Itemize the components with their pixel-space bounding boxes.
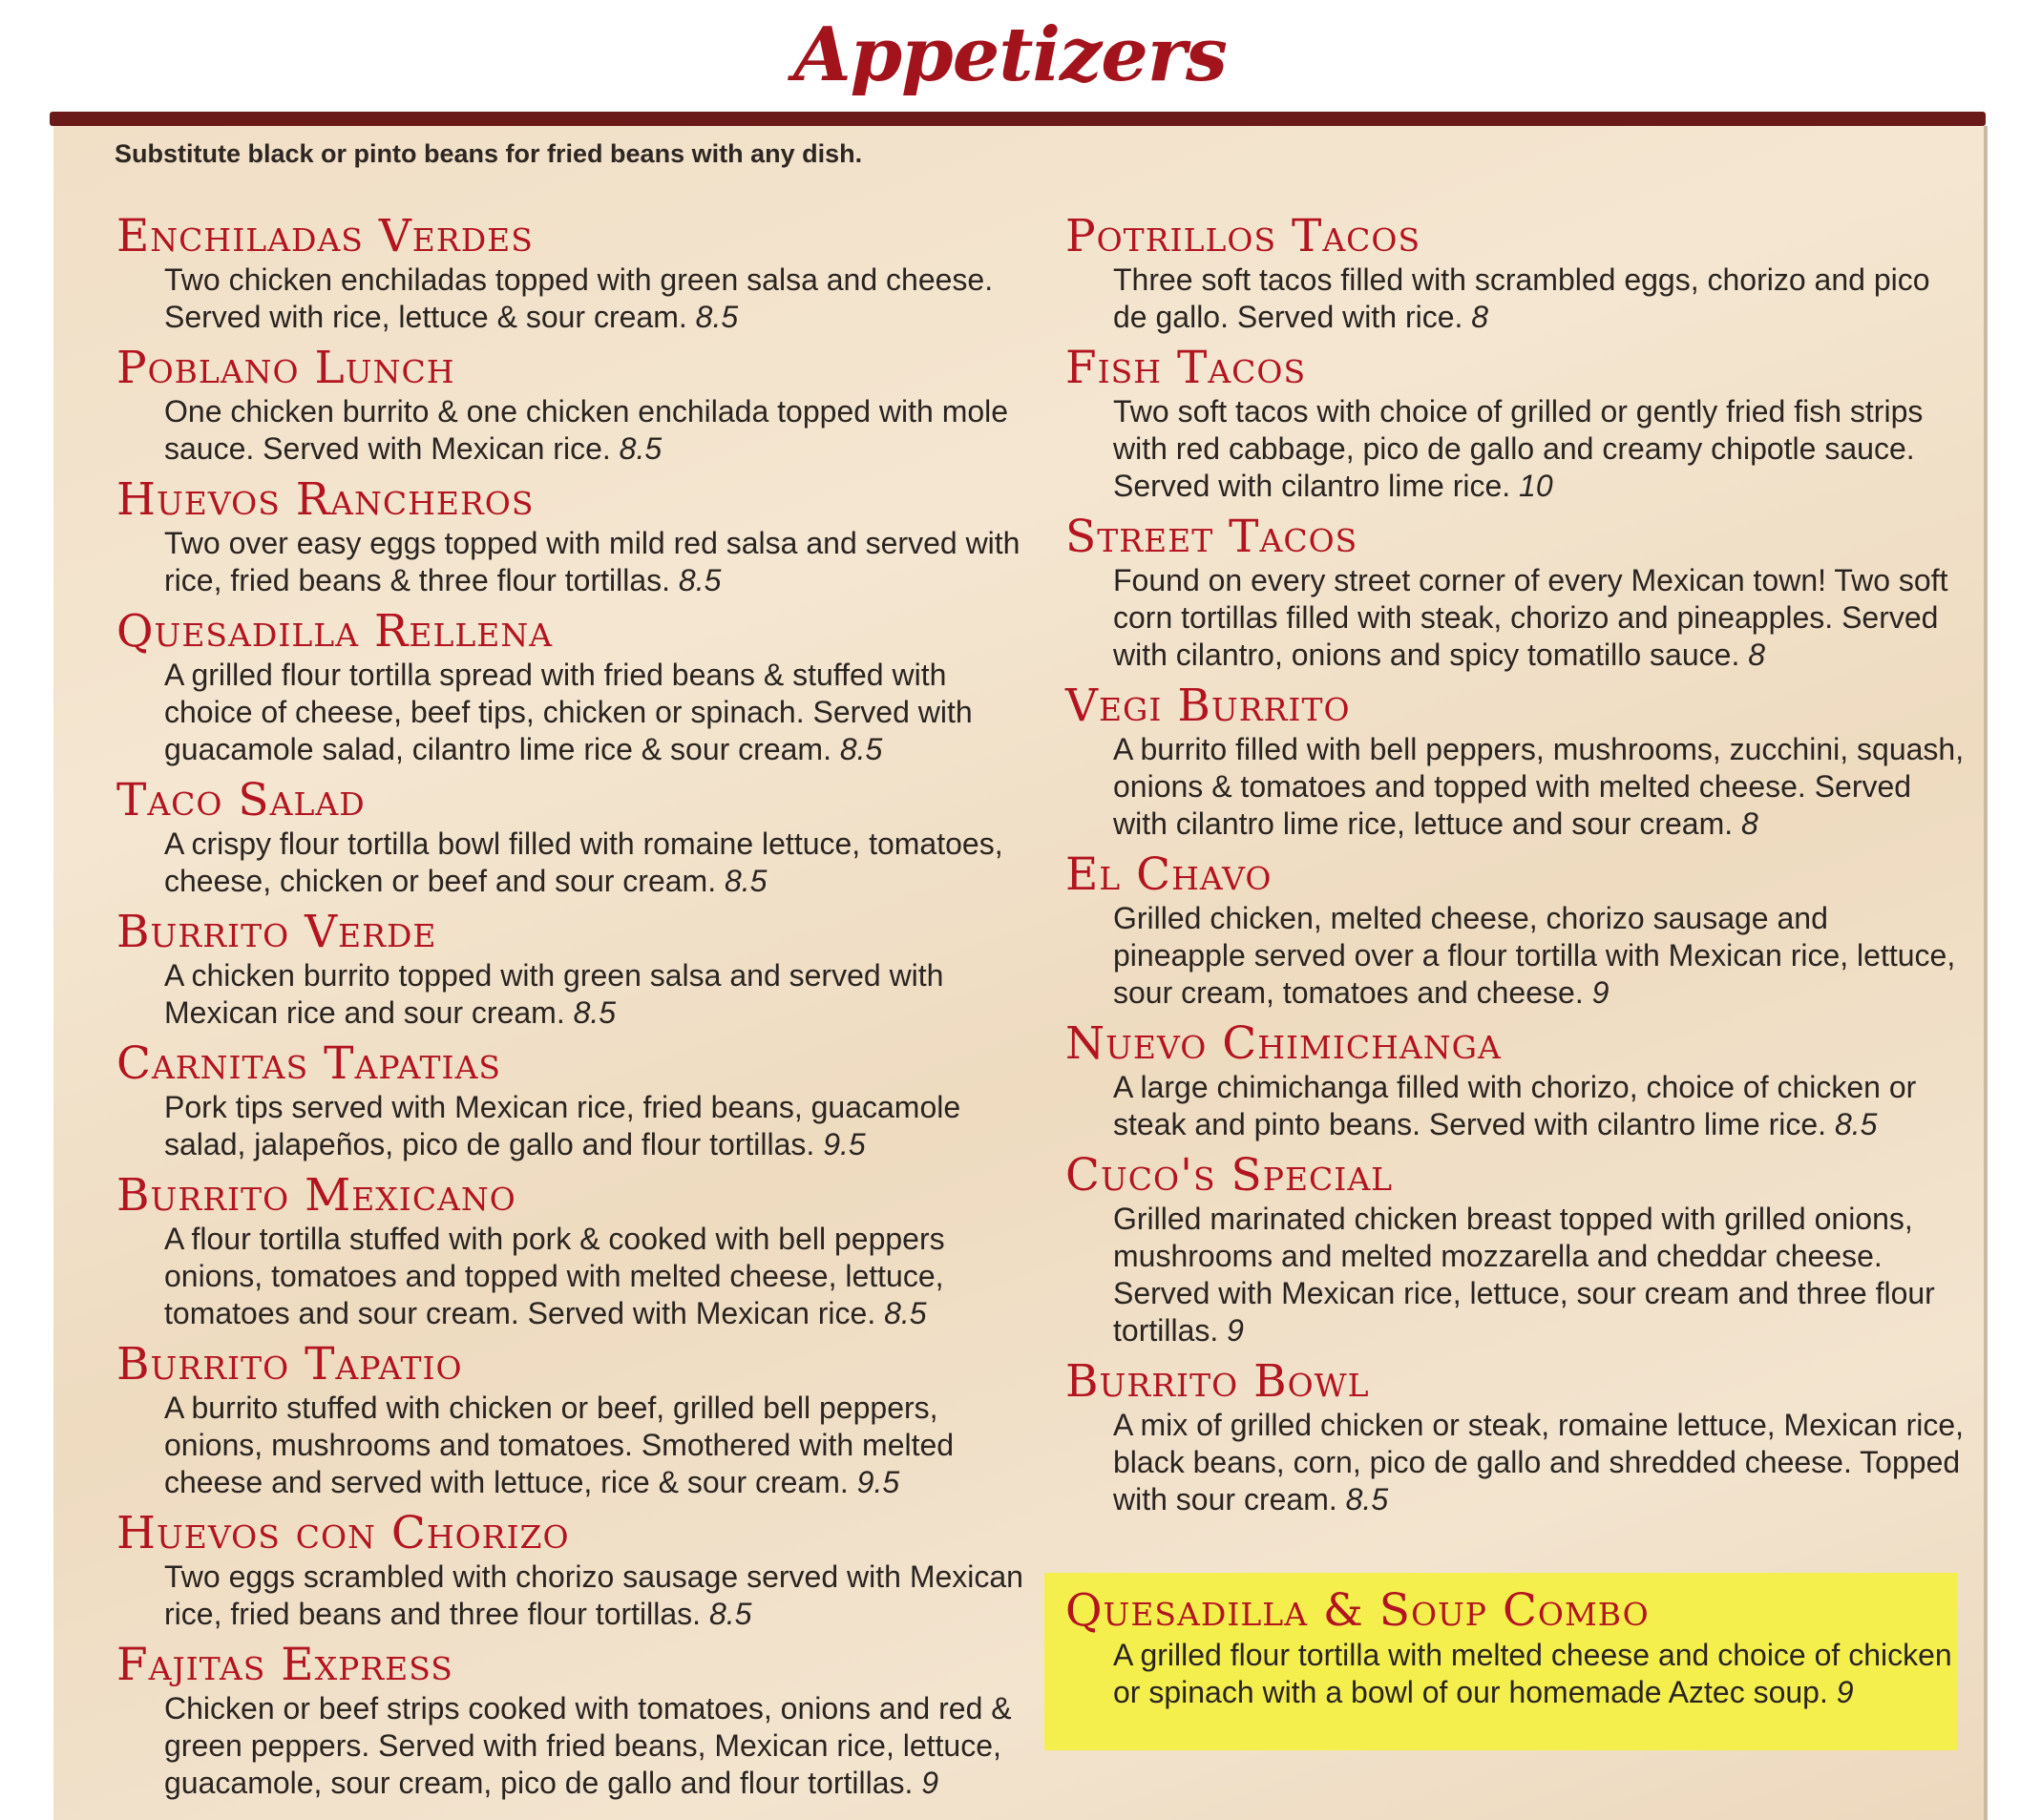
menu-item-description: A burrito filled with bell peppers, mushrooms, zucchini, squash, onions & tomatoes and topped with melted cheese. Served with cilantro lime rice, lettuce and sour cream. 8 xyxy=(1113,732,1965,841)
menu-item-description: Three soft tacos filled with scrambled eggs, chorizo and pico de gallo. Served with rice. 8 xyxy=(1113,262,1930,334)
menu-item-name: Burrito Bowl xyxy=(1065,1355,1370,1408)
combo-item-description: A grilled flour tortilla with melted cheese and choice of chicken or spinach with a bowl of our homemade Aztec soup. 9 xyxy=(1113,1638,1952,1709)
menu-item xyxy=(116,1039,1023,1163)
menu-item-description: One chicken burrito & one chicken enchilada topped with mole sauce. Served with Mexican rice. 8.5 xyxy=(164,394,1009,466)
menu-item xyxy=(1065,850,1967,1012)
menu-item-description: A large chimichanga filled with chorizo, choice of chicken or steak and pinto beans. Served with cilantro lime rice. 8.5 xyxy=(1113,1070,1917,1141)
menu-item-description: Two over easy eggs topped with mild red salsa and served with rice, fried beans & three flour tortillas. 8.5 xyxy=(164,526,1021,597)
menu-item-description: Grilled chicken, melted cheese, chorizo sausage and pineapple served over a flour tortilla with Mexican rice, lettuce, sour cream, tomatoes and cheese. 9 xyxy=(1113,901,1956,1010)
menu-item xyxy=(1065,1019,1967,1143)
menu-item-description: A chicken burrito topped with green salsa and served with Mexican rice and sour cream. 8.5 xyxy=(164,958,944,1030)
menu-item-name: Burrito Tapatio xyxy=(116,1338,463,1391)
menu-item-price: 8 xyxy=(1471,300,1489,334)
menu-item-price: 8 xyxy=(1748,638,1766,672)
menu-item-price: 9.5 xyxy=(823,1127,866,1161)
menu-item-description: Two soft tacos with choice of grilled or gently fried fish strips with red cabbage, pico de gallo and creamy chipotle sauce. Served with cilantro lime rice. 10 xyxy=(1113,394,1924,503)
combo-highlight-box xyxy=(1044,1573,1957,1750)
menu-item-price: 8 xyxy=(1741,806,1758,841)
menu-item-name: Taco Salad xyxy=(116,774,366,826)
page-title: Appetizers xyxy=(793,11,1227,98)
menu-item-name: Fish Tacos xyxy=(1065,342,1307,394)
menu-item-name: Vegi Burrito xyxy=(1065,680,1351,732)
menu-item-name: El Chavo xyxy=(1065,848,1273,901)
menu-column-left xyxy=(116,212,1023,1810)
title-divider-bar xyxy=(50,112,1986,126)
menu-item xyxy=(1065,344,1967,505)
menu-item-price: 8.5 xyxy=(884,1296,927,1330)
menu-item-price: 8.5 xyxy=(708,1597,752,1631)
menu-item-price: 9.5 xyxy=(856,1465,900,1499)
menu-item-name: Potrillos Tacos xyxy=(1065,210,1421,262)
menu-item-description: Pork tips served with Mexican rice, fried beans, guacamole salad, jalapeños, pico de gallo and flour tortillas. 9.5 xyxy=(164,1090,961,1161)
menu-item xyxy=(116,1509,1023,1633)
menu-item xyxy=(1065,1357,1967,1518)
menu-item xyxy=(116,475,1023,599)
menu-item-description: Found on every street corner of every Mexican town! Two soft corn tortillas filled with steak, chorizo and pineapples. Served with cilantro, onions and spicy tomatillo sauce. 8 xyxy=(1113,563,1948,672)
menu-item-name: Burrito Verde xyxy=(116,906,437,958)
menu-item-description: Two chicken enchiladas topped with green salsa and cheese. Served with rice, lettuce & sour cream. 8.5 xyxy=(164,262,994,334)
menu-item-price: 8.5 xyxy=(1345,1482,1389,1517)
menu-item xyxy=(1065,681,1967,843)
menu-item-price: 9 xyxy=(1591,975,1610,1010)
panel-edge xyxy=(1984,126,1988,1820)
menu-item-description: A mix of grilled chicken or steak, romaine lettuce, Mexican rice, black beans, corn, pico de gallo and shredded cheese. Topped with sour cream. 8.5 xyxy=(1113,1408,1965,1517)
menu-item-name: Quesadilla Rellena xyxy=(116,605,554,658)
menu-item xyxy=(116,776,1023,900)
menu-item-description: Two eggs scrambled with chorizo sausage served with Mexican rice, fried beans and three flour tortillas. 8.5 xyxy=(164,1559,1023,1631)
menu-item-price: 8.5 xyxy=(573,995,617,1030)
menu-item-name: Huevos Rancheros xyxy=(116,473,535,526)
menu-item-price: 8.5 xyxy=(695,300,739,334)
menu-item xyxy=(1065,1151,1967,1349)
menu-item xyxy=(1065,513,1967,674)
menu-item-name: Huevos con Chorizo xyxy=(116,1507,570,1559)
menu-item-price: 8.5 xyxy=(1834,1107,1878,1141)
menu-item-description: A crispy flour tortilla bowl filled with romaine lettuce, tomatoes, cheese, chicken or beef and sour cream. 8.5 xyxy=(164,826,1003,898)
menu-item-name: Carnitas Tapatias xyxy=(116,1037,502,1090)
menu-item-description: A burrito stuffed with chicken or beef, grilled bell peppers, onions, mushrooms and tomatoes. Smothered with melted cheese and served with lettuce, rice & sour cream. 9.5 xyxy=(164,1391,955,1499)
menu-item xyxy=(1065,212,1967,336)
menu-item-name: Poblano Lunch xyxy=(116,342,455,394)
menu-item-name: Enchiladas Verdes xyxy=(116,210,534,262)
menu-item-price: 10 xyxy=(1519,469,1553,503)
menu-item xyxy=(116,344,1023,468)
menu-item-price: 8.5 xyxy=(678,563,722,597)
substitution-note: Substitute black or pinto beans for fried beans with any dish. xyxy=(115,139,863,168)
menu-item xyxy=(116,908,1023,1032)
menu-item-name: Burrito Mexicano xyxy=(116,1169,516,1222)
menu-item-price: 8.5 xyxy=(724,864,768,898)
menu-item xyxy=(116,212,1023,336)
menu-item-name: Cuco's Special xyxy=(1065,1149,1394,1202)
menu-item-description: Grilled marinated chicken breast topped with grilled onions, mushrooms and melted mozzarella and cheddar cheese. Served with Mexican rice, lettuce, sour cream and three flour tortillas. 9 xyxy=(1113,1202,1935,1348)
menu-item-price: 8.5 xyxy=(619,431,663,466)
menu-item-price: 9 xyxy=(921,1766,939,1800)
menu-item-name: Nuevo Chimichanga xyxy=(1065,1017,1502,1070)
menu-item xyxy=(116,1641,1023,1802)
menu-item-name: Street Tacos xyxy=(1065,511,1358,563)
menu-column-right xyxy=(1065,212,1967,1526)
menu-item-name: Fajitas Express xyxy=(116,1639,453,1691)
menu-item-price: 9 xyxy=(1227,1313,1244,1348)
combo-item-price: 9 xyxy=(1836,1675,1854,1709)
combo-item-name: Quesadilla & Soup Combo xyxy=(1065,1584,1650,1637)
menu-item-description: A flour tortilla stuffed with pork & cooked with bell peppers onions, tomatoes and topped with melted cheese, lettuce, tomatoes and sour cream. Served with Mexican rice. 8.5 xyxy=(164,1222,945,1330)
menu-item-description: Chicken or beef strips cooked with tomatoes, onions and red & green peppers. Served with fried beans, Mexican rice, lettuce, guacamole, sour cream, pico de gallo and flour tortillas. 9 xyxy=(164,1691,1012,1800)
menu-item xyxy=(116,1171,1023,1332)
menu-item-price: 8.5 xyxy=(839,732,883,766)
menu-item xyxy=(116,607,1023,768)
menu-item xyxy=(116,1340,1023,1501)
menu-item-description: A grilled flour tortilla spread with fried beans & stuffed with choice of cheese, beef tips, chicken or spinach. Served with guacamole salad, cilantro lime rice & sour cream. 8.5 xyxy=(164,658,973,766)
